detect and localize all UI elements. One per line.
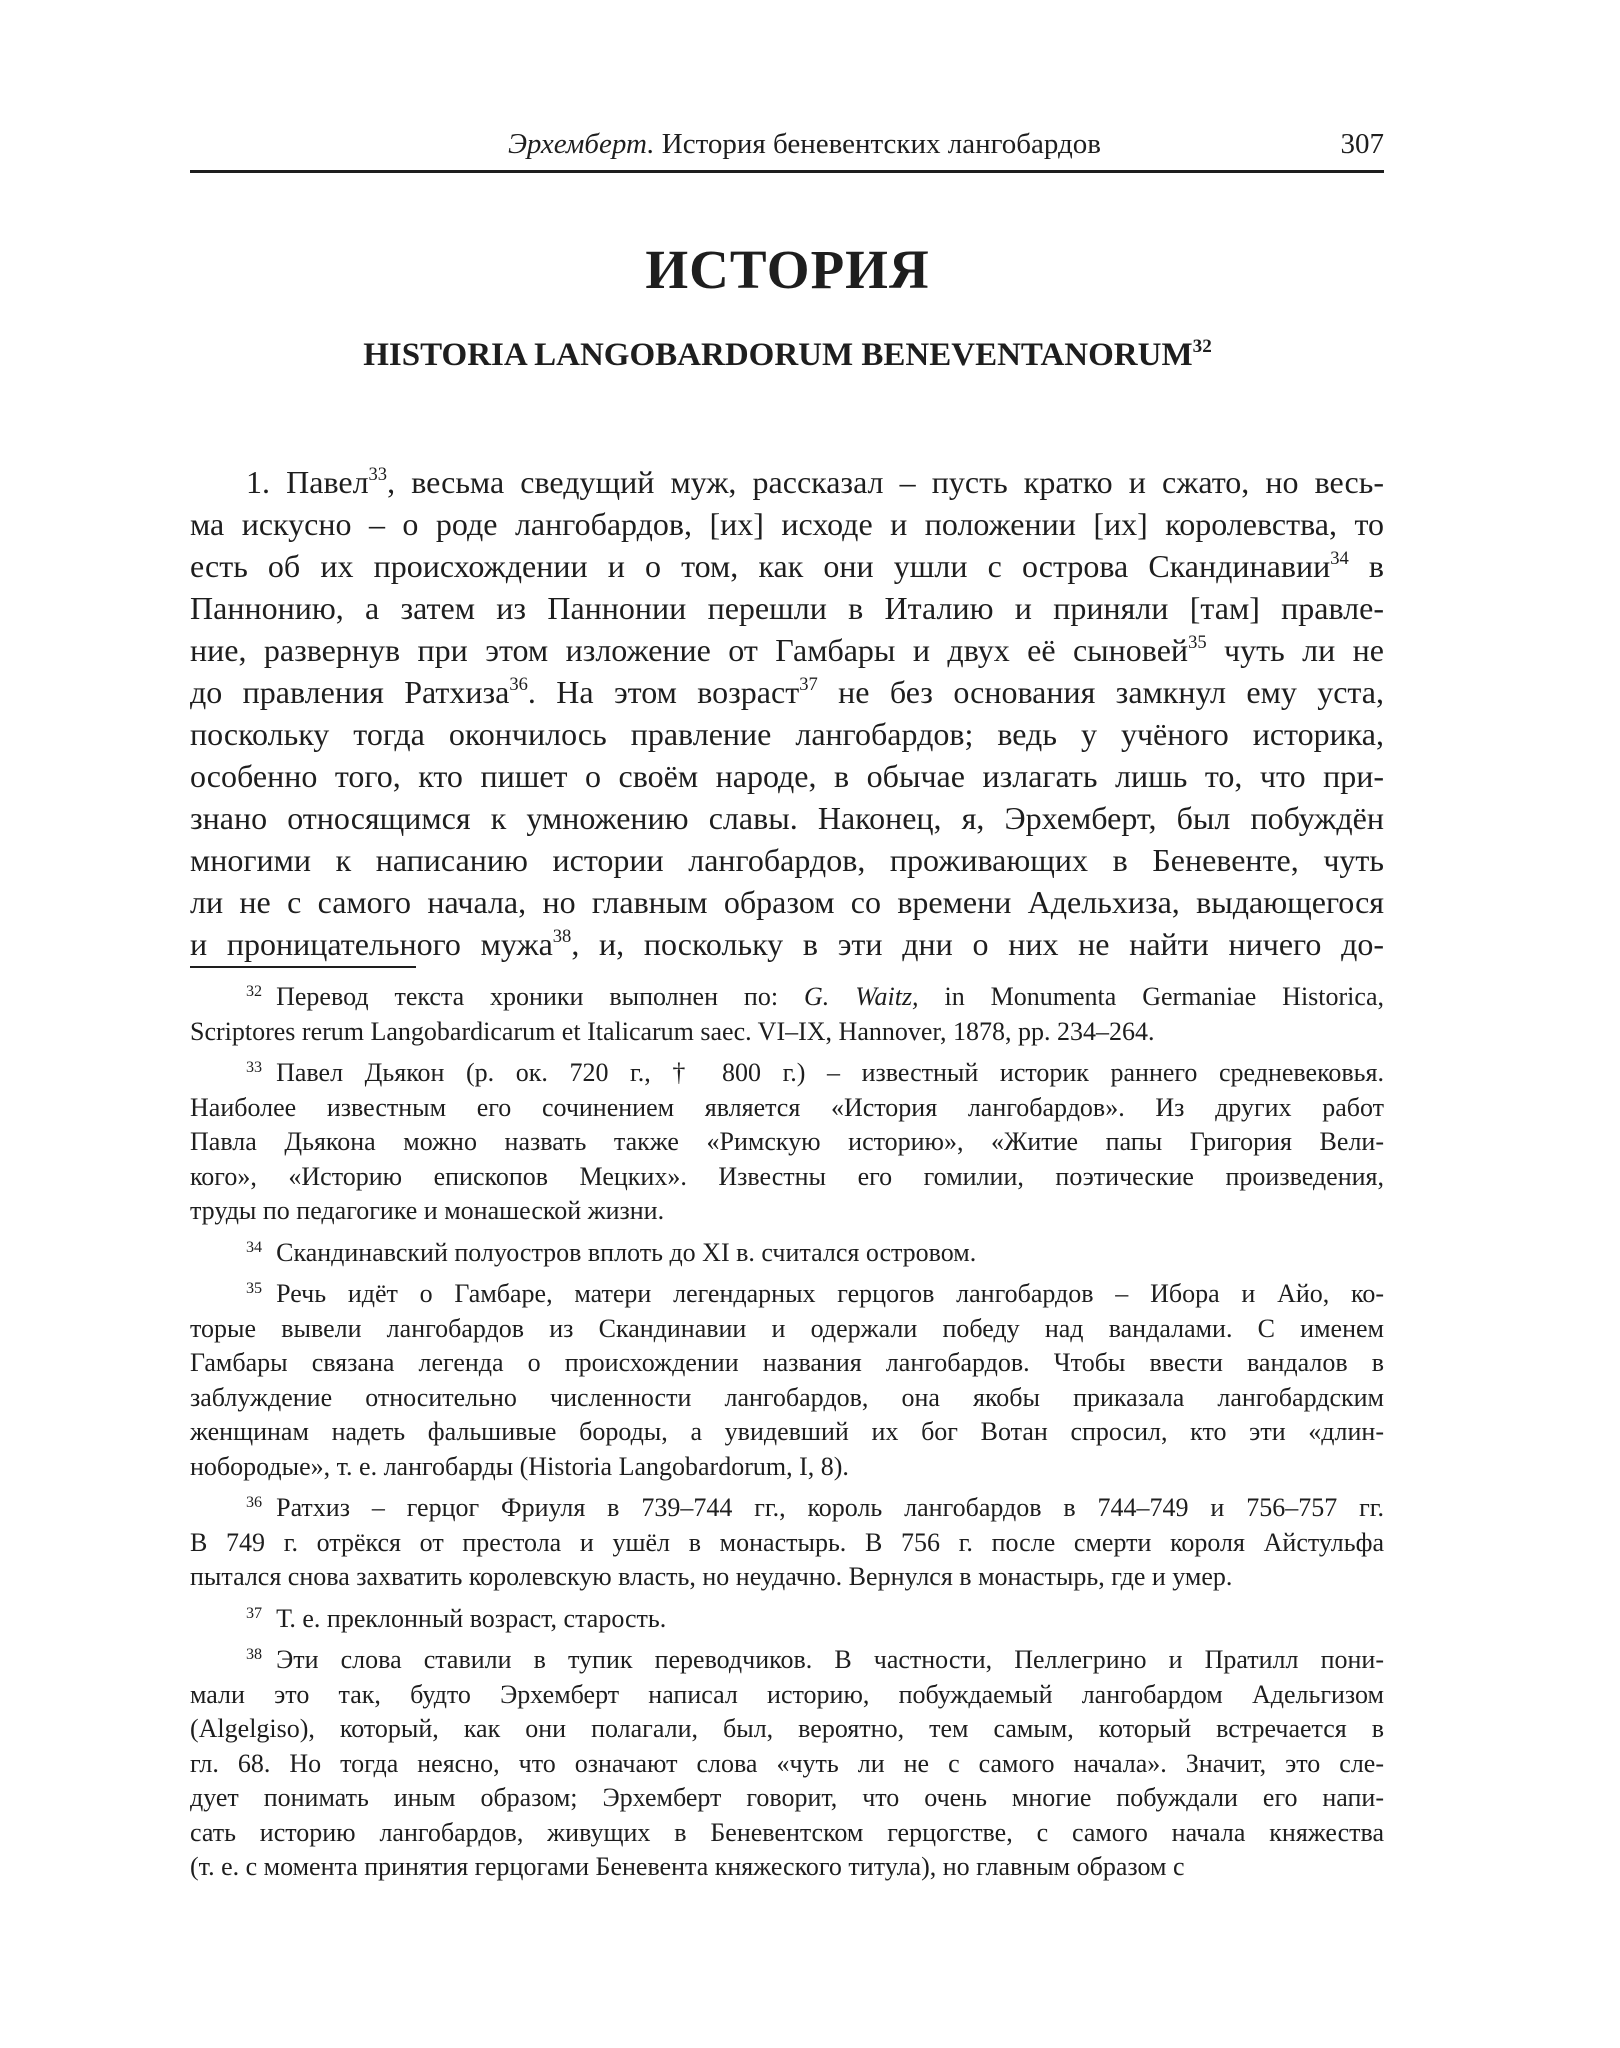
text-run: кого», «Историю епископов Мецких». Известны его гомилии, поэтические произведения, (190, 1161, 1384, 1191)
text-run: заблуждение относительно численности лангобардов, она якобы приказала лангобардским (190, 1382, 1384, 1412)
text-run: Гамбары связана легенда о происхождении названия лангобардов. Чтобы ввести вандалов в (190, 1348, 1384, 1377)
text-run: (т. е. с момента принятия герцогами Беневента княжеского титула), но главным образом с (190, 1852, 1185, 1881)
text-run: ние, развернув при этом изложение от Гамбары и двух её сыновей (190, 632, 1189, 668)
text-run: поскольку тогда окончилось правление лангобардов; ведь у учёного историка, (190, 716, 1384, 752)
footnote-32 (190, 980, 1384, 1049)
page-subtitle (0, 337, 1575, 374)
text-run: , весьма сведущий муж, рассказал – пусть кратко и сжато, но весь- (387, 464, 1384, 500)
text-run: ма искусно – о роде лангобардов, [их] исходе и положении [их] королевства, то (190, 506, 1384, 542)
text-run: многими к написанию истории лангобардов, проживающих в Беневенте, чуть (190, 842, 1384, 878)
footnote-line (190, 1850, 1384, 1885)
footnote-line (190, 1526, 1384, 1561)
running-head-work: История беневентских лангобардов (654, 128, 1101, 160)
footnote-line (190, 1381, 1384, 1416)
text-line (190, 881, 1384, 923)
text-line (190, 923, 1384, 965)
text-run: Скандинавский полуостров вплоть до XI в. считался островом. (276, 1237, 977, 1267)
text-run: Речь идёт о Гамбаре, матери легендарных герцогов лангобардов – Ибора и Айо, ко- (276, 1279, 1384, 1308)
footnote-number: 38 (246, 1646, 263, 1664)
footnote-line (190, 1056, 1384, 1091)
footnote-ref: 36 (509, 674, 528, 696)
footnote-line (190, 1312, 1384, 1347)
footnote-line (190, 1450, 1384, 1485)
running-head (190, 122, 1384, 173)
footnote-line (190, 1781, 1384, 1816)
italic-run: G. Waitz, (804, 982, 919, 1011)
text-run: сать историю лангобардов, живущих в Беневентском герцогстве, с самого начала княжества (190, 1817, 1384, 1847)
footnote-line (190, 1160, 1384, 1195)
footnote-line (190, 1816, 1384, 1851)
footnote-ref: 34 (1330, 548, 1349, 570)
text-run: , и, поскольку в эти дни о них не найти ничего до- (571, 926, 1385, 962)
footnote-ref: 38 (552, 926, 572, 948)
text-run: Scriptores rerum Langobardicarum et Italicarum saec. VI–IX, Hannover, 1878, pp. 234–264. (190, 1016, 1155, 1046)
footnote-number: 37 (246, 1604, 263, 1622)
footnote-number: 36 (246, 1494, 263, 1512)
text-line (190, 713, 1384, 755)
text-run: ли не с самого начала, но главным образом со времени Адельхиза, выдающегося (190, 884, 1384, 920)
running-head-title (508, 128, 1101, 161)
text-run: В 749 г. отрёкся от престола и ушёл в монастырь. В 756 г. после смерти короля Айстульфа (190, 1527, 1384, 1557)
footnote-line (190, 1277, 1384, 1312)
text-line (190, 545, 1384, 587)
text-run: есть об их происхождении и о том, как они ушли с острова Скандинавии (190, 548, 1331, 584)
footnote-line (190, 1236, 1384, 1271)
text-run: чуть ли не (1206, 632, 1385, 668)
text-run: знано относящимся к умножению славы. Наконец, я, Эрхемберт, был побуждён (190, 800, 1384, 836)
text-run: Т. е. преклонный возраст, старость. (276, 1603, 667, 1633)
text-run: Эти слова ставили в тупик переводчиков. В частности, Пеллегрино и Пратилл пони- (276, 1645, 1384, 1674)
text-run: до правления Ратхиза (190, 674, 510, 710)
text-run: труды по педагогике и монашеской жизни. (190, 1196, 665, 1225)
footnote-ref: 37 (799, 674, 818, 696)
text-line (190, 755, 1384, 797)
page-title: ИСТОРИЯ (645, 239, 930, 300)
text-run: мали это так, будто Эрхемберт написал историю, побуждаемый лангобардом Адельгизом (190, 1679, 1384, 1709)
footnote-line (190, 1712, 1384, 1747)
text-run: Ратхиз – герцог Фриуля в 739–744 гг., король лангобардов в 744–749 и 756–757 гг. (276, 1493, 1384, 1522)
text-run: Перевод текста хроники выполнен по: (276, 982, 805, 1011)
footnote-line (190, 1643, 1384, 1678)
text-run: особенно того, кто пишет о своём народе, в обычае излагать лишь то, что при- (190, 758, 1384, 794)
text-run: 1. Павел (246, 464, 369, 500)
page-number: 307 (1340, 128, 1384, 160)
footnote-35 (190, 1277, 1384, 1484)
footnote-line (190, 980, 1384, 1015)
text-run: Павел Дьякон (р. ок. 720 г., † 800 г.) – известный историк раннего средневековья. (276, 1058, 1384, 1087)
text-run: дует понимать иным образом; Эрхемберт говорит, что очень многие побуждали его напи- (190, 1783, 1384, 1812)
footnote-number: 33 (246, 1059, 263, 1077)
text-line (190, 587, 1384, 629)
footnote-line (190, 1091, 1384, 1126)
footnote-line (190, 1015, 1384, 1050)
subtitle-text: HISTORIA LANGOBARDORUM BENEVENTANORUM (363, 337, 1193, 373)
text-run: (Algelgiso), который, как они полагали, был, вероятно, тем самым, который встречается в (190, 1714, 1384, 1743)
footnote-line (190, 1747, 1384, 1782)
footnote-line (190, 1602, 1384, 1637)
text-run: Павла Дьякона можно назвать также «Римскую историю», «Житие папы Григория Вели- (190, 1127, 1384, 1156)
text-line (190, 797, 1384, 839)
text-run: гл. 68. Но тогда неясно, что означают слова «чуть ли не с самого начала». Значит, это сле- (190, 1748, 1384, 1778)
footnote-number: 34 (246, 1238, 263, 1256)
text-line (190, 629, 1384, 671)
footnote-ref: 35 (1188, 632, 1207, 654)
footnote-line (190, 1560, 1384, 1595)
text-run: и проницательного мужа (190, 926, 553, 962)
footnote-line (190, 1346, 1384, 1381)
text-run: in Monumenta Germaniae Historica, (918, 982, 1384, 1011)
text-line (190, 503, 1384, 545)
footnote-line (190, 1491, 1384, 1526)
text-run: Паннонию, а затем из Паннонии перешли в Италию и приняли [там] правле- (190, 590, 1384, 626)
footnote-36 (190, 1491, 1384, 1595)
footnote-line (190, 1415, 1384, 1450)
text-run: женщинам надеть фальшивые бороды, а увидевший их бог Вотан спросил, кто эти «длин- (190, 1417, 1384, 1446)
text-run: Наиболее известным его сочинением является «История лангобардов». Из других работ (190, 1092, 1384, 1122)
subtitle-footnote-ref: 32 (1192, 335, 1212, 357)
footnote-34 (190, 1236, 1384, 1271)
footnote-number: 32 (246, 983, 263, 1001)
footnote-38 (190, 1643, 1384, 1885)
footnote-37 (190, 1602, 1384, 1637)
footnote-line (190, 1678, 1384, 1713)
text-run: . На этом возраст (527, 674, 800, 710)
footnote-separator (190, 966, 416, 968)
text-run: торые вывели лангобардов из Скандинавии и одержали победу над вандалами. С именем (190, 1313, 1384, 1343)
footnote-line (190, 1125, 1384, 1160)
running-head-author: Эрхемберт. (507, 128, 655, 160)
text-run: нобородые», т. е. лангобарды (Historia Langobardorum, I, 8). (190, 1451, 849, 1481)
footnote-ref: 33 (368, 464, 388, 486)
footnote-line (190, 1194, 1384, 1229)
text-line (190, 461, 1384, 503)
text-run: пытался снова захватить королевскую власть, но неудачно. Вернулся в монастырь, где и умер. (190, 1562, 1233, 1591)
footnote-33 (190, 1056, 1384, 1229)
text-run: в (1348, 548, 1385, 584)
footnote-number: 35 (246, 1280, 263, 1298)
text-line (190, 671, 1384, 713)
main-text (190, 461, 1384, 965)
footnotes (190, 980, 1384, 1892)
text-run: не без основания замкнул ему уста, (817, 674, 1385, 710)
text-line (190, 839, 1384, 881)
